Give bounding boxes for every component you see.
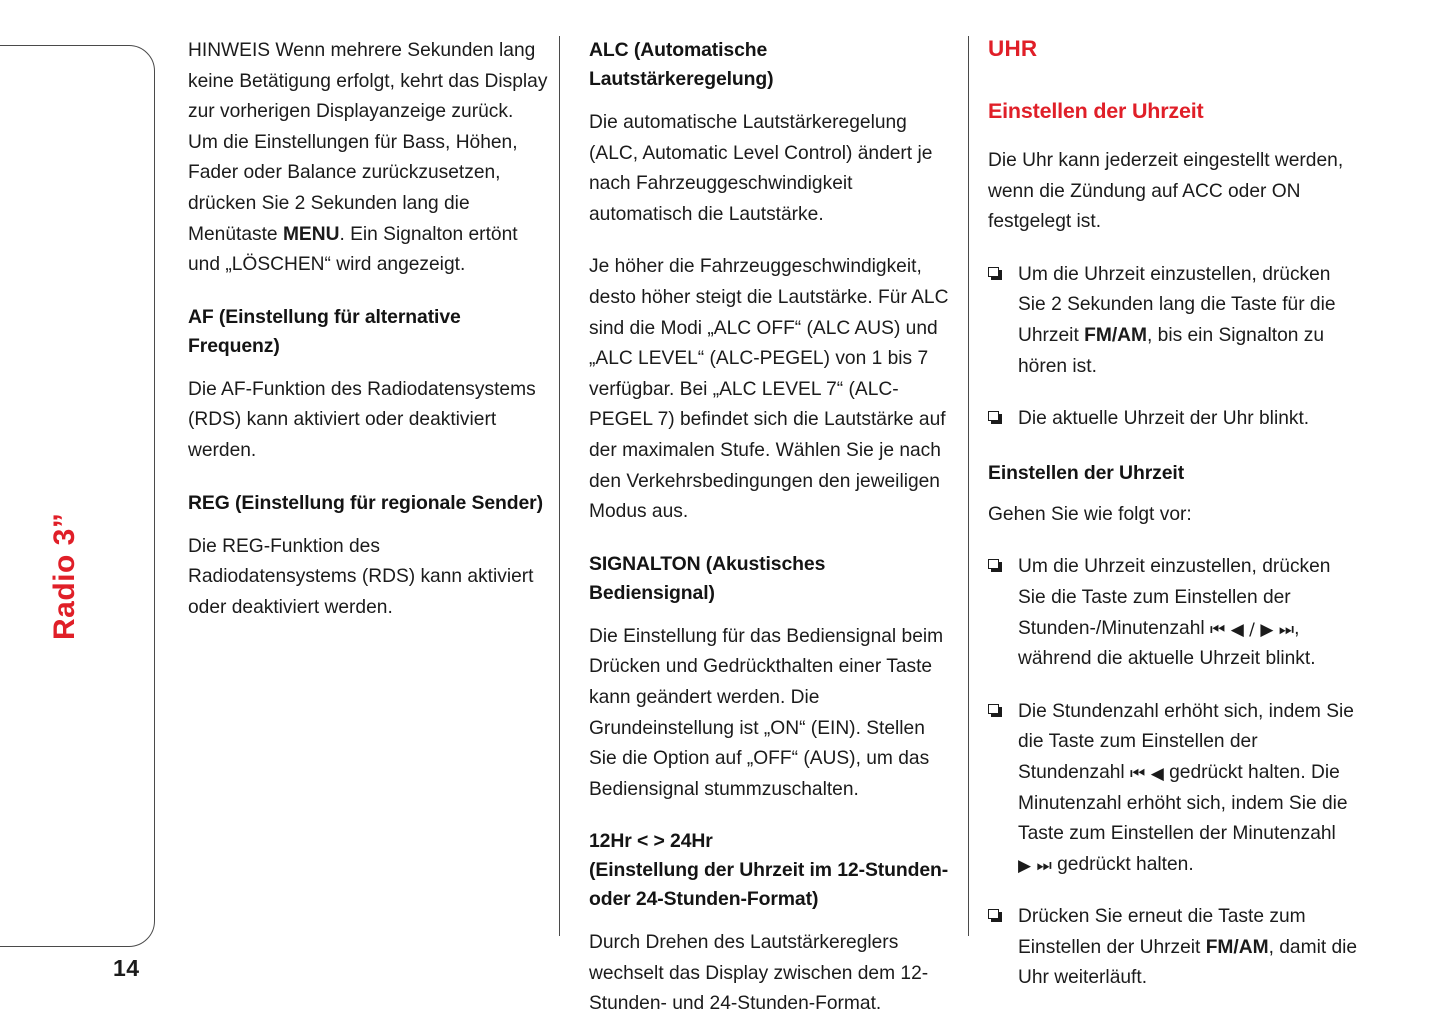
bullet-increment-hour-minute: Die Stundenzahl erhöht sich, indem Sie die Taste zum Einstellen der Stundenzahl ⏮ ◀ gedrückt halten. Die Minutenzahl erhöht sich, indem Sie die Taste zum Einstellen der Minutenzahl ▶ ⏭ gedrückt halten. <box>988 697 1358 881</box>
column-middle <box>589 36 949 1018</box>
heading-af: AF (Einstellung für alternative Frequenz) <box>188 305 461 357</box>
paragraph-alc-2: Je höher die Fahrzeuggeschwindigkeit, desto höher steigt die Lautstärke. Für ALC sind die Modi „ALC OFF“ (ALC AUS) und „ALC LEVEL“ (ALC-PEGEL) von 1 bis 7 verfügbar. Bei „ALC LEVEL 7“ (ALC-PEGEL 7) befindet sich die Lautstärke auf der maximalen Stufe. Wählen Sie je nach den Verkehrsbedingungen den jeweiligen Modus aus. <box>589 256 949 523</box>
paragraph-procedure-lead: Gehen Sie wie folgt vor: <box>988 503 1192 525</box>
bullet-square-icon <box>988 559 1002 572</box>
paragraph-clock-intro: Die Uhr kann jederzeit eingestellt werden, wenn die Zündung auf ACC oder ON festgelegt ist. <box>988 150 1344 233</box>
media-control-glyphs: ⏮ ◀ <box>1130 763 1164 784</box>
media-control-glyphs: ▶ ⏭ <box>1018 855 1052 876</box>
chapter-tab-label: Radio 3” <box>48 512 81 640</box>
column-divider-1 <box>559 36 560 936</box>
note-hinweis: HINWEIS Wenn mehrere Sekunden lang keine Betätigung erfolgt, kehrt das Display zur vorherigen Displayanzeige zurück. Um die Einstellungen für Bass, Höhen, Fader oder Balance zurückzusetzen, drücken Sie 2 Sekunden lang die Menütaste MENU. Ein Signalton ertönt und „LÖSCHEN“ wird angezeigt. <box>188 40 548 276</box>
media-control-glyphs: ⏮ ◀ / ▶ ⏭ <box>1210 619 1295 640</box>
paragraph-af: Die AF-Funktion des Radiodatensystems (RDS) kann aktiviert oder deaktiviert werden. <box>188 378 536 461</box>
bullet-list-clock-procedure <box>988 552 1358 994</box>
column-right <box>988 36 1358 994</box>
paragraph-signalton: Die Einstellung für das Bediensignal beim Drücken und Gedrückthalten einer Taste kann geändert werden. Die Grundeinstellung ist „ON“ (EIN). Stellen Sie die Option auf „OFF“ (AUS), um das Bediensignal stummzuschalten. <box>589 625 944 800</box>
subheading-einstellen-der-uhrzeit-red: Einstellen der Uhrzeit <box>988 99 1204 123</box>
subheading-einstellen-der-uhrzeit-black: Einstellen der Uhrzeit <box>988 461 1185 484</box>
heading-alc: ALC (Automatische Lautstärkeregelung) <box>589 39 774 90</box>
bullet-set-clock-hold: Um die Uhrzeit einzustellen, drücken Sie 2 Sekunden lang die Taste für die Uhrzeit FM/AM, bis ein Signalton zu hören ist. <box>988 260 1358 382</box>
emphasised-term: FM/AM <box>1084 324 1147 346</box>
bullet-square-icon <box>988 704 1002 717</box>
bullet-resume-clock: Drücken Sie erneut die Taste zum Einstellen der Uhrzeit FM/AM, damit die Uhr weiterläuft. <box>988 902 1358 994</box>
heading-12hr-24hr: 12Hr < > 24Hr (Einstellung der Uhrzeit im 12-Stunden- oder 24-Stunden-Format) <box>589 830 949 911</box>
heading-reg: REG (Einstellung für regionale Sender) <box>188 491 543 514</box>
paragraph-reg: Die REG-Funktion des Radiodatensystems (RDS) kann aktiviert oder deaktiviert werden. <box>188 535 534 618</box>
emphasised-term: FM/AM <box>1205 936 1269 958</box>
column-divider-2 <box>968 36 969 936</box>
page-number: 14 <box>113 955 140 981</box>
paragraph-alc-1: Die automatische Lautstärkeregelung (ALC, Automatic Level Control) ändert je nach Fahrzeuggeschwindigkeit automatisch die Lautstärke. <box>589 112 933 225</box>
bullet-square-icon <box>988 411 1002 424</box>
bullet-clock-blinks: Die aktuelle Uhrzeit der Uhr blinkt. <box>988 404 1358 435</box>
column-left <box>188 36 548 623</box>
bullet-list-clock-activation <box>988 260 1358 435</box>
heading-signalton: SIGNALTON (Akustisches Bediensignal) <box>589 552 826 604</box>
bullet-square-icon <box>988 267 1002 280</box>
section-title-uhr: UHR <box>988 36 1038 61</box>
emphasised-term: MENU <box>282 223 340 245</box>
bullet-set-hour-minute: Um die Uhrzeit einzustellen, drücken Sie die Taste zum Einstellen der Stunden-/Minutenzahl ⏮ ◀ / ▶ ⏭, während die aktuelle Uhrzeit blinkt. <box>988 552 1358 674</box>
paragraph-12hr-24hr: Durch Drehen des Lautstärkereglers wechselt das Display zwischen dem 12-Stunden- und 24-Stunden-Format. <box>589 932 929 1015</box>
bullet-square-icon <box>988 909 1002 922</box>
